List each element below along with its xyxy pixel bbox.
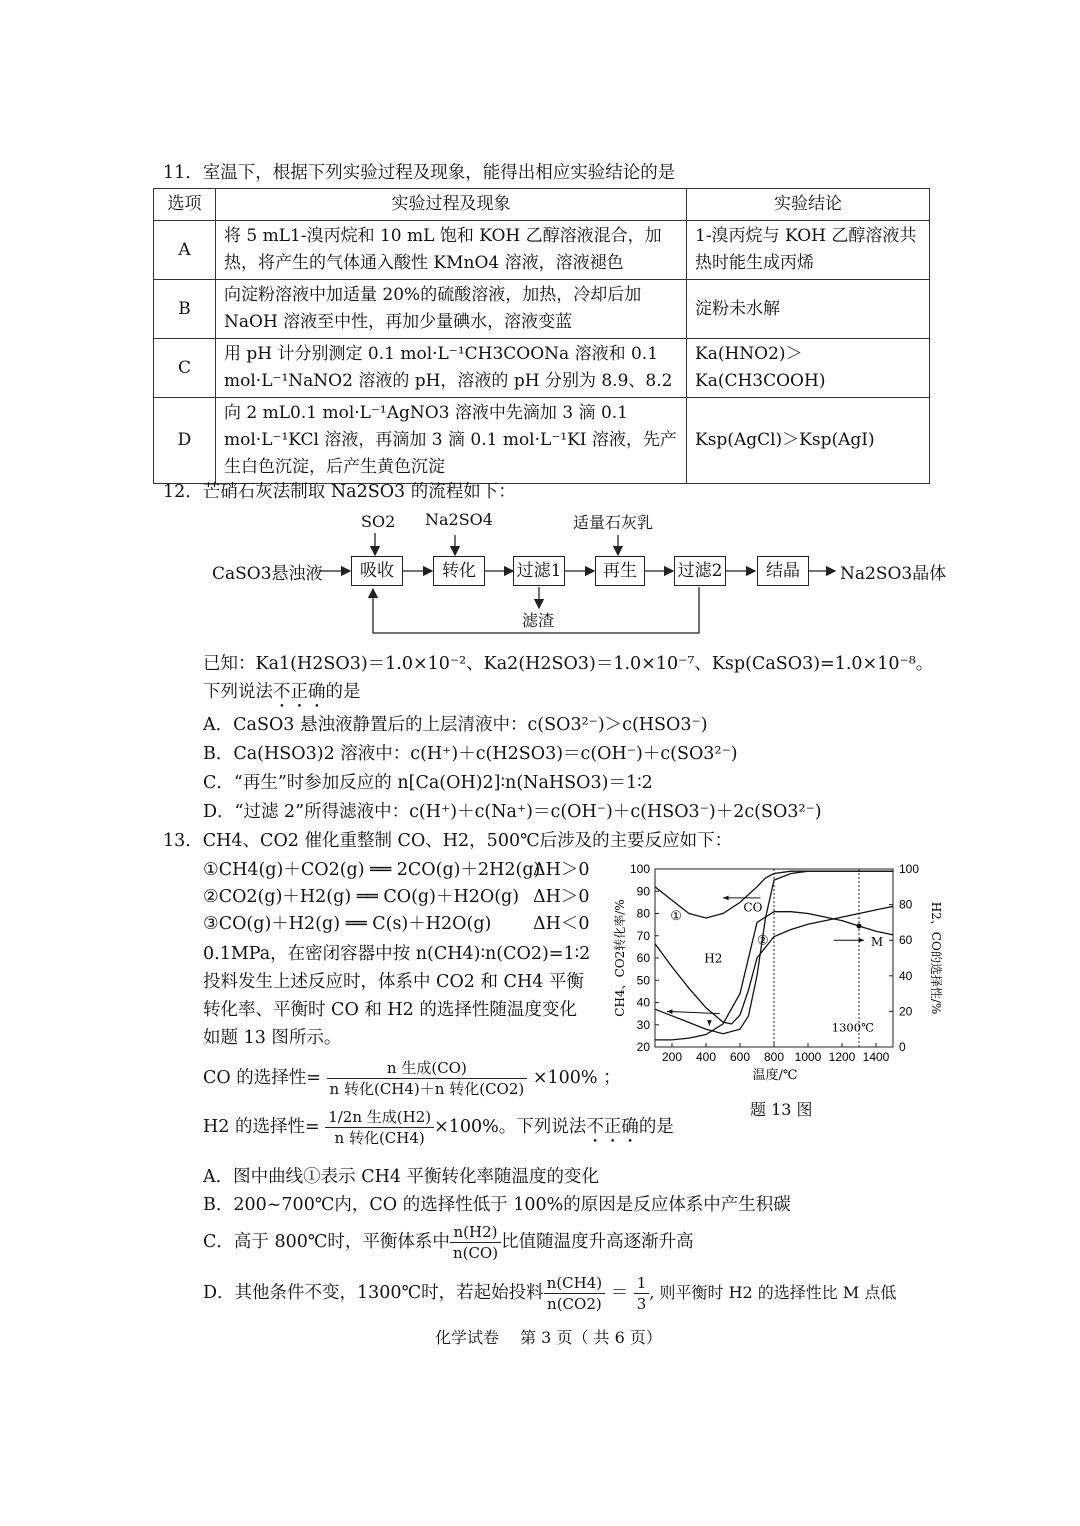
- y-right-tick-label: 80: [899, 897, 913, 912]
- y-right-tick-label: 40: [899, 968, 913, 983]
- flow-box-crystal: 结晶: [757, 556, 809, 586]
- y-left-tick-label: 60: [636, 951, 650, 965]
- q12-ask-emphasis: 不正确: [273, 682, 326, 702]
- table-row: [154, 221, 930, 280]
- q12-known: 已知：Ka1(H2SO3)＝1.0×10⁻²、Ka2(H2SO3)＝1.0×10⁻⁷、Ksp(CaSO3)=1.0×10⁻⁸。: [203, 654, 934, 674]
- row-conclusion: Ksp(AgCl)＞Ksp(AgI): [687, 398, 930, 484]
- y-left-tick-label: 20: [636, 1040, 650, 1054]
- header-option: 选项: [154, 189, 216, 221]
- reaction-eq: ①CH4(g)＋CO2(g) ══ 2CO(g)＋2H2(g): [203, 860, 541, 880]
- table-header-row: [154, 189, 930, 221]
- label-curve-1: ①: [670, 909, 682, 925]
- flow-in-na2so4: Na2SO4: [425, 510, 493, 529]
- row-procedure: 向 2 mL0.1 mol·L⁻¹AgNO3 溶液中先滴加 3 滴 0.1 mol·L⁻¹KCl 溶液，再滴加 3 滴 0.1 mol·L⁻¹KI 溶液，先产生白色沉淀，后产生黄色沉淀: [216, 398, 687, 484]
- q13-reaction-1: [203, 858, 590, 882]
- x-tick-label: 1200: [828, 1050, 856, 1064]
- co-selectivity-formula: [203, 1058, 621, 1099]
- q13-option-d: [203, 1273, 896, 1314]
- x-tick-label: 200: [661, 1050, 683, 1064]
- h2-sel-label: H2 的选择性=: [203, 1117, 320, 1137]
- flow-box-absorb: 吸收: [351, 556, 403, 586]
- q12-ask-post: 的是: [325, 682, 361, 702]
- q12-option-a: A．CaSO3 悬浊液静置后的上层清液中：c(SO3²⁻)＞c(HSO3⁻): [203, 715, 708, 735]
- y-left-tick-label: 70: [636, 928, 650, 943]
- reaction-dh: ΔH＞0: [533, 887, 590, 907]
- q12-ask: [203, 680, 361, 712]
- flow-in-lime: 适量石灰乳: [573, 513, 654, 532]
- h2-sel-fraction: $\frac{\text{1/2n 生成(H2)}}{\text{n 转化(CH4)}}$: [325, 1107, 434, 1148]
- flow-box-filter2: 过滤2: [674, 556, 726, 586]
- q12-option-d: D．“过滤 2”所得滤液中：c(H⁺)＋c(Na⁺)＝c(OH⁻)＋c(HSO3⁻)＋2c(SO3²⁻): [203, 802, 822, 822]
- point-m: [857, 923, 862, 928]
- arrow-co-head: [859, 938, 865, 943]
- table-row: [154, 398, 930, 484]
- x-tick-label: 1400: [862, 1050, 890, 1064]
- row-conclusion: 1-溴丙烷与 KOH 乙醇溶液共热时能生成丙烯: [687, 221, 930, 280]
- q13-option-c: [203, 1222, 694, 1263]
- q11-table: [153, 188, 930, 484]
- option-d-post: , 则平衡时 H2 的选择性比 M 点低: [649, 1283, 897, 1302]
- label-1300: 1300℃: [831, 1020, 874, 1035]
- co-sel-fraction: $\frac{\text{n 生成(CO)}}{\text{n 转化(CH4)＋n 转化(CO2)}}$: [327, 1058, 528, 1099]
- h2-sel-post: 的是: [638, 1117, 674, 1137]
- flow-out-residue: 滤渣: [522, 611, 555, 630]
- arrow-curve-1-head: [723, 896, 729, 901]
- q12-option-b: B．Ca(HSO3)2 溶液中：c(H⁺)＋c(H2SO3)＝c(OH⁻)＋c(SO3²⁻): [203, 744, 738, 764]
- table-row: [154, 280, 930, 339]
- y-left-axis-label: CH4、CO2转化率/%: [613, 899, 627, 1017]
- row-conclusion: Ka(HNO2)＞Ka(CH3COOH): [687, 339, 930, 398]
- co-sel-label: CO 的选择性=: [203, 1068, 321, 1088]
- co-sel-tail: ×100% ；: [532, 1068, 621, 1088]
- row-conclusion: 淀粉未水解: [687, 280, 930, 339]
- flow-start: CaSO3悬浊液: [212, 564, 323, 584]
- q13-desc-2: 投料发生上述反应时，体系中 CO2 和 CH4 平衡: [203, 972, 584, 992]
- option-d-eq: ＝: [610, 1283, 629, 1303]
- option-c-pre: C．高于 800℃时，平衡体系中: [203, 1232, 450, 1252]
- row-option: D: [154, 398, 216, 484]
- row-option: B: [154, 280, 216, 339]
- label-curve-2: ②: [757, 933, 769, 949]
- row-procedure: 用 pH 计分别测定 0.1 mol·L⁻¹CH3COONa 溶液和 0.1 mol·L⁻¹NaNO2 溶液的 pH，溶液的 pH 分别为 8.9、8.2: [216, 339, 687, 398]
- q13-desc-3: 转化率、平衡时 CO 和 H2 的选择性随温度变化: [203, 1000, 577, 1020]
- option-d-fraction: $\frac{n(CH4)}{n(CO2)}$: [544, 1273, 605, 1314]
- arrow-curve-2-head: [667, 1009, 673, 1014]
- h2-sel-tail: ×100%。下列说法: [434, 1117, 587, 1137]
- y-left-tick-label: 30: [636, 1017, 650, 1032]
- x-axis-label: 温度/℃: [752, 1068, 798, 1083]
- y-right-axis-label: H2、CO的选择性/%: [929, 901, 943, 1015]
- h2-selectivity-formula: [203, 1107, 674, 1148]
- y-right-tick-label: 100: [899, 862, 920, 876]
- flow-box-convert: 转化: [433, 556, 485, 586]
- reaction-eq: ③CO(g)＋H2(g) ══ C(s)＋H2O(g): [203, 914, 492, 934]
- x-tick-label: 400: [695, 1050, 717, 1064]
- y-left-tick-label: 50: [636, 973, 650, 988]
- row-option: A: [154, 221, 216, 280]
- y-right-tick-label: 20: [899, 1004, 913, 1019]
- option-c-post: 比值随温度升高逐渐升高: [501, 1232, 694, 1252]
- flow-box-regen: 再生: [595, 556, 645, 586]
- x-tick-label: 600: [729, 1050, 751, 1064]
- q13-option-a: A．图中曲线①表示 CH4 平衡转化率随温度的变化: [203, 1167, 600, 1187]
- arrow-h2-head: [707, 1020, 712, 1026]
- q13-reaction-3: [203, 912, 590, 936]
- header-procedure: 实验过程及现象: [216, 189, 687, 221]
- y-left-tick-label: 80: [636, 906, 650, 921]
- table-row: [154, 339, 930, 398]
- q13-option-b: B．200~700℃内，CO 的选择性低于 100%的原因是反应体系中产生积碳: [203, 1195, 791, 1215]
- option-d-fraction-2: $\frac{1}{3}$: [634, 1273, 650, 1314]
- y-right-tick-label: 0: [899, 1040, 906, 1054]
- option-c-fraction: $\frac{n(H2)}{n(CO)}$: [450, 1222, 501, 1263]
- row-procedure: 向淀粉溶液中加适量 20%的硫酸溶液，加热，冷却后加 NaOH 溶液至中性，再加少量碘水，溶液变蓝: [216, 280, 687, 339]
- row-option: C: [154, 339, 216, 398]
- reaction-dh: ΔH＜0: [533, 914, 590, 934]
- flow-in-so2: SO2: [361, 512, 396, 531]
- q11-stem: 11．室温下，根据下列实验过程及现象，能得出相应实验结论的是: [163, 163, 676, 183]
- figure-caption: 题 13 图: [750, 1100, 813, 1119]
- reaction-eq: ②CO2(g)＋H2(g) ══ CO(g)＋H2O(g): [203, 887, 520, 907]
- q12-ask-pre: 下列说法: [203, 682, 273, 702]
- x-tick-label: 800: [763, 1050, 785, 1064]
- q13-reaction-2: [203, 885, 590, 909]
- q13-chart: [610, 855, 943, 1100]
- x-tick-label: 1000: [794, 1050, 822, 1064]
- h2-sel-emphasis: 不正确: [586, 1117, 639, 1137]
- y-left-tick-label: 90: [636, 884, 650, 899]
- label-h2: H2: [704, 951, 723, 966]
- y-right-tick-label: 60: [899, 933, 913, 948]
- reaction-dh: ΔH＞0: [533, 860, 590, 880]
- y-left-tick-label: 100: [629, 862, 650, 876]
- q12-stem: 12．芒硝石灰法制取 Na2SO3 的流程如下：: [163, 482, 516, 502]
- q13-desc-4: 如题 13 图所示。: [203, 1028, 342, 1048]
- flow-end: Na2SO3晶体: [840, 564, 947, 584]
- option-d-pre: D．其他条件不变，1300℃时，若起始投料: [203, 1283, 544, 1303]
- label-m: M: [870, 934, 884, 949]
- chart-svg: [610, 855, 943, 1095]
- label-co: CO: [743, 900, 763, 915]
- q13-stem: 13．CH4、CO2 催化重整制 CO、H2，500℃后涉及的主要反应如下：: [163, 831, 733, 851]
- y-left-tick-label: 40: [636, 995, 650, 1010]
- row-procedure: 将 5 mL1-溴丙烷和 10 mL 饱和 KOH 乙醇溶液混合，加热，将产生的气体通入酸性 KMnO4 溶液，溶液褪色: [216, 221, 687, 280]
- flow-box-filter1: 过滤1: [513, 556, 565, 586]
- q12-option-c: C．“再生”时参加反应的 n[Ca(OH)2]∶n(NaHSO3)＝1∶2: [203, 773, 653, 793]
- q13-desc-1: 0.1MPa，在密闭容器中按 n(CH4)∶n(CO2)=1∶2: [203, 944, 591, 964]
- page-footer: 化学试卷 第 3 页（ 共 6 页）: [435, 1328, 662, 1347]
- header-conclusion: 实验结论: [687, 189, 930, 221]
